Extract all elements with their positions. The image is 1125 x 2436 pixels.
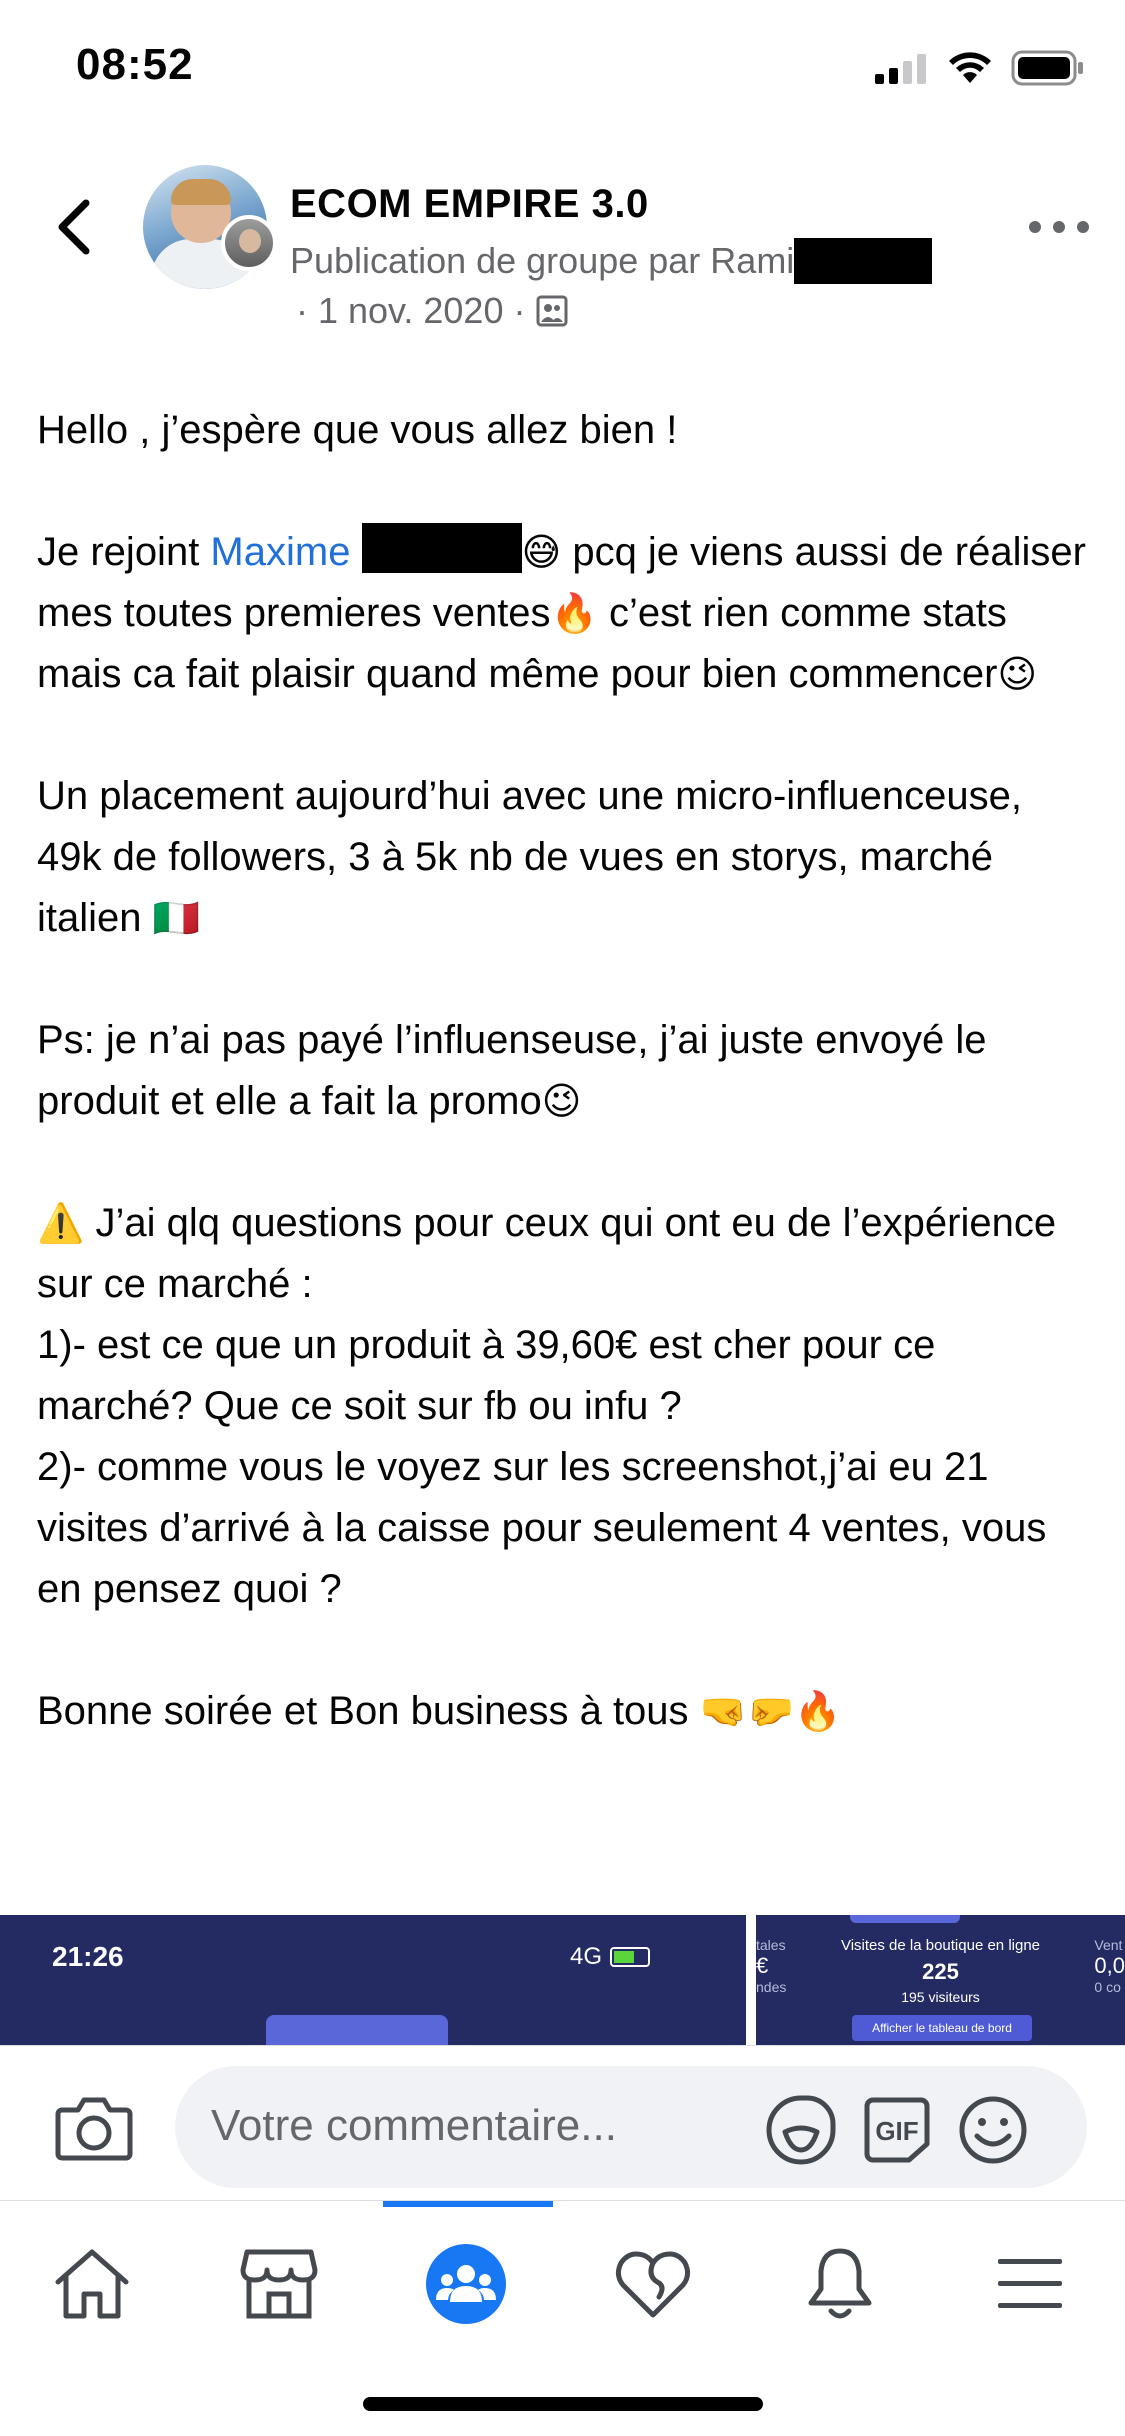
- emoji: 😅: [521, 530, 562, 574]
- post-text: Je rejoint: [37, 530, 211, 574]
- post-media: [0, 1915, 1125, 2045]
- more-dots-icon: [1029, 221, 1041, 233]
- edge-text: 0,0: [1094, 1953, 1125, 1978]
- groups-icon: [424, 2242, 508, 2326]
- screenshot-dashboard-button: Afficher le tableau de bord: [852, 2015, 1032, 2041]
- bell-icon: [803, 2245, 877, 2323]
- emoji-button[interactable]: [957, 2094, 1029, 2166]
- author-avatar[interactable]: [221, 215, 277, 271]
- post-paragraph-1: [37, 400, 1097, 461]
- camera-icon: [54, 2092, 134, 2162]
- svg-text:GIF: GIF: [875, 2116, 919, 2146]
- screenshot-value: 225: [922, 1959, 959, 1984]
- subtitle-text[interactable]: Publication de groupe par Rami: [290, 240, 795, 281]
- post-text: Bonne soirée et Bon business à tous: [37, 1689, 700, 1733]
- edge-text: €: [756, 1953, 769, 1978]
- status-bar: [0, 0, 1125, 140]
- warning-emoji: ⚠️: [37, 1201, 85, 1245]
- post-text: c’est rien comme stats mais ca fait plaisir quand même pour bien commencer: [37, 591, 1007, 696]
- status-icons: [875, 50, 1085, 86]
- more-dot: [1077, 221, 1089, 233]
- post-paragraph-2: [37, 522, 1097, 705]
- more-dot: [1053, 221, 1065, 233]
- battery-icon: [1011, 50, 1085, 86]
- post-screenshot-2[interactable]: [756, 1915, 1125, 2045]
- screenshot-time: 21:26: [52, 1941, 124, 1972]
- mention-link[interactable]: Maxime: [210, 530, 351, 574]
- post-screenshot-1[interactable]: [0, 1915, 746, 2045]
- tab-groups[interactable]: [421, 2239, 511, 2329]
- menu-icon: [994, 2255, 1066, 2313]
- more-options-button[interactable]: [1029, 212, 1089, 242]
- post-text: pcq je viens aussi de réaliser mes toutes premieres ventes: [37, 530, 1086, 635]
- post-header: [0, 150, 1125, 350]
- redacted-name: [794, 238, 932, 284]
- group-name[interactable]: ECOM EMPIRE 3.0: [290, 182, 649, 226]
- post-paragraph-4: [37, 1010, 1097, 1132]
- wifi-icon: [947, 51, 993, 85]
- camera-button[interactable]: [54, 2092, 134, 2162]
- emoji: 😉: [541, 1079, 582, 1123]
- post-body: [37, 400, 1097, 1803]
- post-text: 1)- est ce que un produit à 39,60€ est cher pour ce marché? Que ce soit sur fb ou infu ?: [37, 1323, 936, 1428]
- italy-flag-emoji: 🇮🇹: [152, 896, 200, 940]
- post-text: Un placement aujourd’hui avec une micro-influenceuse, 49k de followers, 3 à 5k nb de vues en storys, marché italien: [37, 774, 1022, 940]
- edge-text: ndes: [756, 1979, 787, 1995]
- comment-placeholder: Votre commentaire...: [211, 2101, 617, 2150]
- post-date[interactable]: · 1 nov. 2020 ·: [296, 290, 526, 331]
- redacted-mention: [362, 523, 522, 573]
- marketplace-icon: [239, 2246, 319, 2322]
- edge-text: 0 co: [1094, 1979, 1121, 1995]
- tab-menu[interactable]: [985, 2239, 1075, 2329]
- group-audience-icon: [535, 294, 569, 328]
- avatar-hair-shape: [171, 179, 231, 205]
- cellular-signal-icon: [875, 52, 929, 84]
- tab-home[interactable]: [47, 2239, 137, 2329]
- post-meta: [296, 290, 569, 332]
- post-text: J’ai qlq questions pour ceux qui ont eu de l’expérience sur ce marché :: [37, 1201, 1057, 1306]
- status-time: 08:52: [76, 40, 194, 89]
- emoji: 🔥: [550, 591, 598, 635]
- battery-icon: [610, 1947, 650, 1967]
- comment-bar: [0, 2045, 1125, 2200]
- home-icon: [52, 2246, 132, 2322]
- home-indicator[interactable]: [363, 2397, 763, 2411]
- tab-dating[interactable]: [608, 2239, 698, 2329]
- post-text: Ps: je n’ai pas payé l’influenseuse, j’ai juste envoyé le produit et elle a fait la promo: [37, 1018, 987, 1123]
- comment-input[interactable]: [175, 2066, 1087, 2188]
- screenshot-tab: [850, 1915, 960, 1923]
- screenshot-visitors: 195 visiteurs: [901, 1989, 980, 2005]
- network-label: 4G: [570, 1943, 603, 1970]
- screenshot-edge-text: [1094, 1937, 1125, 1995]
- post-paragraph-3: [37, 766, 1097, 949]
- emoji: 😉: [997, 652, 1038, 696]
- post-text: 2)- comme vous le voyez sur les screenshot,j’ai eu 21 visites d’arrivé à la caisse pour seulement 4 ventes, vous en pensez quoi ?: [37, 1445, 1047, 1611]
- post-subtitle: [290, 238, 932, 284]
- edge-text: Vent: [1094, 1937, 1123, 1953]
- tab-notifications[interactable]: [795, 2239, 885, 2329]
- tab-marketplace[interactable]: [234, 2239, 324, 2329]
- chevron-left-icon: [56, 199, 92, 255]
- screenshot-network: [570, 1943, 650, 1971]
- emoji-icon: [957, 2094, 1029, 2166]
- edge-text: tales: [756, 1937, 786, 1953]
- sticker-button[interactable]: [765, 2094, 837, 2166]
- back-button[interactable]: [44, 192, 104, 262]
- active-tab-indicator: [383, 2201, 553, 2207]
- gif-button[interactable]: [861, 2094, 933, 2166]
- screenshot-title: Visites de la boutique en ligne: [840, 1937, 1041, 1954]
- heart-icon: [613, 2247, 693, 2321]
- post-paragraph-6: [37, 1681, 1097, 1742]
- post-text: Hello , j’espère que vous allez bien !: [37, 408, 678, 452]
- screenshot-tab: [266, 2015, 448, 2045]
- emoji: 🤜🤛🔥: [699, 1689, 842, 1733]
- sticker-icon: [765, 2094, 837, 2166]
- post-paragraph-5: [37, 1193, 1097, 1620]
- gif-icon: [861, 2094, 933, 2166]
- author-avatar-face: [239, 229, 261, 253]
